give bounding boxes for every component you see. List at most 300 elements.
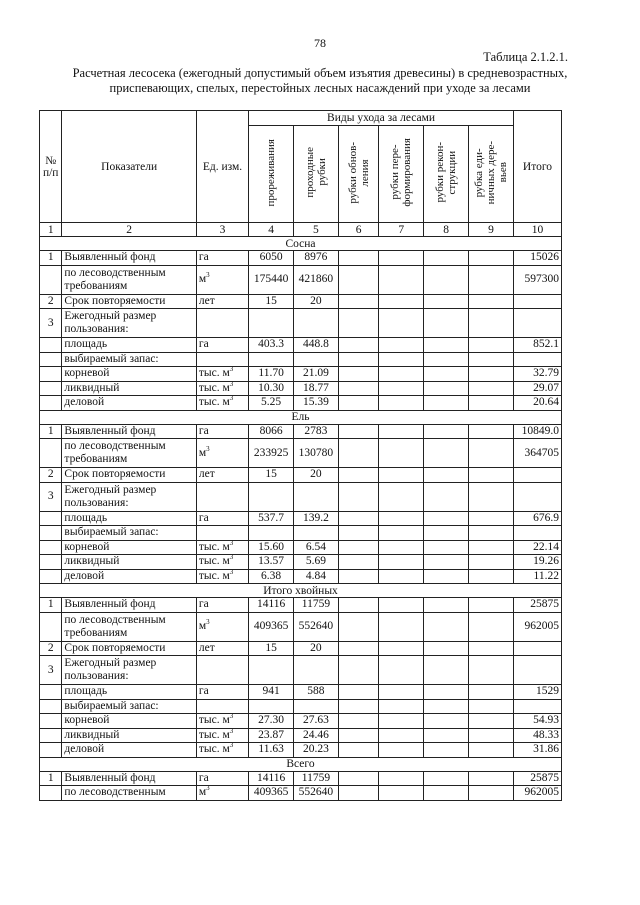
table-row: [40, 294, 562, 309]
row-number: [40, 526, 62, 541]
header-care-type: [424, 126, 469, 223]
section-title: Итого хвойных: [40, 584, 562, 598]
value-empty: [424, 743, 469, 758]
row-unit: [196, 641, 248, 656]
value-empty: [379, 424, 424, 439]
unit-text: м: [198, 273, 207, 285]
table-header: [40, 111, 562, 237]
value-passage-cutting: [294, 482, 339, 511]
unit-text: тыс. м: [198, 714, 230, 727]
value-empty: [424, 685, 469, 700]
header-unit: Ед. изм.: [196, 111, 248, 223]
value-passage-cutting: 588: [294, 685, 339, 700]
value-thinning: [249, 309, 294, 338]
column-number: 10: [513, 223, 561, 237]
value-empty: [379, 338, 424, 353]
value-empty: [379, 771, 424, 786]
value-empty: [379, 251, 424, 266]
value-empty: [424, 728, 469, 743]
row-number: 3: [40, 656, 62, 685]
value-empty: [469, 685, 514, 700]
value-empty: [338, 352, 379, 367]
value-total: 1529: [513, 685, 561, 700]
value-empty: [424, 468, 469, 483]
value-total: 676.9: [513, 511, 561, 526]
value-empty: [469, 555, 514, 570]
value-empty: [469, 251, 514, 266]
care-type-label: рубка еди- ничных дере- вьев: [472, 140, 509, 205]
value-empty: [469, 352, 514, 367]
value-empty: [379, 786, 424, 801]
value-empty: [338, 265, 379, 294]
value-empty: [469, 699, 514, 714]
allowable-cut-table: [39, 110, 562, 801]
value-total: [513, 526, 561, 541]
value-passage-cutting: 18.77: [294, 381, 339, 396]
care-type-label: рубки рекон- струкции: [434, 142, 459, 203]
value-empty: [379, 540, 424, 555]
unit-text: тыс. м: [198, 381, 230, 394]
value-thinning: 175440: [249, 265, 294, 294]
value-total: 852.1: [513, 338, 561, 353]
value-empty: [424, 309, 469, 338]
value-passage-cutting: 130780: [294, 439, 339, 468]
row-unit: [196, 728, 248, 743]
table-row: [40, 309, 562, 338]
unit-superscript: 3: [229, 713, 234, 721]
value-thinning: 409365: [249, 612, 294, 641]
table-row: [40, 352, 562, 367]
table-row: [40, 439, 562, 468]
unit-superscript: 3: [229, 366, 234, 374]
value-empty: [424, 352, 469, 367]
row-indicator: выбираемый запас:: [62, 526, 196, 541]
value-empty: [469, 511, 514, 526]
row-indicator: ликвидный: [62, 555, 196, 570]
value-empty: [338, 714, 379, 729]
row-unit: [196, 699, 248, 714]
value-empty: [379, 569, 424, 584]
row-number: [40, 555, 62, 570]
column-number: 8: [424, 223, 469, 237]
value-empty: [424, 612, 469, 641]
unit-superscript: 3: [206, 271, 210, 280]
value-thinning: [249, 656, 294, 685]
value-empty: [424, 439, 469, 468]
value-empty: [469, 641, 514, 656]
row-indicator: по лесоводственным: [62, 786, 196, 801]
value-passage-cutting: [294, 699, 339, 714]
value-passage-cutting: 552640: [294, 612, 339, 641]
value-passage-cutting: 15.39: [294, 396, 339, 411]
value-empty: [469, 468, 514, 483]
column-number: 9: [469, 223, 514, 237]
row-unit: [196, 540, 248, 555]
row-unit: [196, 381, 248, 396]
unit-text: лет: [198, 641, 215, 654]
value-total: [513, 309, 561, 338]
table-row: [40, 771, 562, 786]
column-numbers-row: [40, 223, 562, 237]
row-number: 2: [40, 641, 62, 656]
unit-text: га: [198, 598, 209, 611]
row-unit: [196, 352, 248, 367]
value-thinning: 10.30: [249, 381, 294, 396]
value-passage-cutting: 448.8: [294, 338, 339, 353]
unit-text: га: [198, 511, 209, 524]
value-thinning: [249, 482, 294, 511]
unit-text: тыс. м: [198, 396, 230, 409]
value-total: 10849.0: [513, 424, 561, 439]
value-total: [513, 641, 561, 656]
value-thinning: 27.30: [249, 714, 294, 729]
row-indicator: корневой: [62, 714, 196, 729]
column-number: 6: [338, 223, 379, 237]
row-number: [40, 743, 62, 758]
row-number: [40, 338, 62, 353]
row-indicator: ликвидный: [62, 728, 196, 743]
table-row: [40, 728, 562, 743]
header-care-type: [379, 126, 424, 223]
row-unit: [196, 526, 248, 541]
value-total: 20.64: [513, 396, 561, 411]
row-indicator: выбираемый запас:: [62, 352, 196, 367]
value-empty: [338, 482, 379, 511]
row-number: [40, 396, 62, 411]
row-number: [40, 728, 62, 743]
value-thinning: 6050: [249, 251, 294, 266]
unit-superscript: 3: [206, 444, 210, 453]
value-empty: [469, 367, 514, 382]
column-number: 1: [40, 223, 62, 237]
value-thinning: 15: [249, 641, 294, 656]
value-empty: [424, 396, 469, 411]
row-unit: [196, 714, 248, 729]
value-empty: [469, 482, 514, 511]
care-type-label: прореживания: [265, 138, 278, 207]
row-indicator: Ежегодный размер пользования:: [62, 309, 196, 338]
row-indicator: Срок повторяемости: [62, 468, 196, 483]
table-row: [40, 786, 562, 801]
row-unit: [196, 656, 248, 685]
row-number: [40, 569, 62, 584]
row-indicator: площадь: [62, 338, 196, 353]
value-passage-cutting: 552640: [294, 786, 339, 801]
row-indicator: корневой: [62, 540, 196, 555]
unit-superscript: 3: [206, 785, 210, 793]
header-care-type: [249, 126, 294, 223]
row-indicator: Выявленный фонд: [62, 771, 196, 786]
table-row: [40, 482, 562, 511]
section-title: Ель: [40, 410, 562, 424]
value-total: 597300: [513, 265, 561, 294]
value-empty: [338, 786, 379, 801]
value-empty: [338, 468, 379, 483]
value-passage-cutting: 20: [294, 641, 339, 656]
value-thinning: [249, 699, 294, 714]
value-empty: [338, 699, 379, 714]
value-empty: [469, 265, 514, 294]
row-number: 1: [40, 598, 62, 613]
value-empty: [469, 656, 514, 685]
value-empty: [379, 352, 424, 367]
value-thinning: 941: [249, 685, 294, 700]
unit-text: га: [198, 771, 209, 784]
header-indicators: Показатели: [62, 111, 196, 223]
value-empty: [424, 569, 469, 584]
value-empty: [424, 381, 469, 396]
value-empty: [379, 699, 424, 714]
value-thinning: [249, 352, 294, 367]
page-number: 78: [314, 36, 326, 50]
unit-text: тыс. м: [198, 728, 230, 741]
value-empty: [469, 569, 514, 584]
section-header-row: [40, 237, 562, 251]
value-empty: [338, 771, 379, 786]
value-empty: [338, 685, 379, 700]
value-empty: [469, 728, 514, 743]
row-number: 1: [40, 424, 62, 439]
value-empty: [424, 482, 469, 511]
value-empty: [338, 555, 379, 570]
value-empty: [424, 526, 469, 541]
table-row: [40, 656, 562, 685]
value-passage-cutting: 11759: [294, 771, 339, 786]
value-thinning: 8066: [249, 424, 294, 439]
section-header-row: [40, 410, 562, 424]
value-empty: [379, 526, 424, 541]
row-number: 1: [40, 771, 62, 786]
row-number: [40, 439, 62, 468]
table-number: Таблица 2.1.2.1.: [483, 50, 568, 64]
value-total: 15026: [513, 251, 561, 266]
value-empty: [338, 526, 379, 541]
value-empty: [379, 367, 424, 382]
table-row: [40, 685, 562, 700]
value-empty: [338, 728, 379, 743]
row-number: [40, 612, 62, 641]
value-passage-cutting: 20: [294, 468, 339, 483]
value-empty: [379, 728, 424, 743]
value-empty: [338, 569, 379, 584]
value-thinning: 15: [249, 468, 294, 483]
value-total: 11.22: [513, 569, 561, 584]
row-indicator: деловой: [62, 743, 196, 758]
column-number: 4: [249, 223, 294, 237]
row-indicator: Срок повторяемости: [62, 294, 196, 309]
value-empty: [469, 424, 514, 439]
row-unit: [196, 251, 248, 266]
value-empty: [424, 771, 469, 786]
unit-text: лет: [198, 294, 215, 307]
value-empty: [379, 555, 424, 570]
header-care-type: [294, 126, 339, 223]
table-row: [40, 468, 562, 483]
value-empty: [379, 396, 424, 411]
value-empty: [424, 786, 469, 801]
row-number: [40, 265, 62, 294]
row-number: 3: [40, 482, 62, 511]
value-empty: [379, 468, 424, 483]
column-number: 2: [62, 223, 196, 237]
row-indicator: по лесоводственным требованиям: [62, 439, 196, 468]
care-type-label: рубки пере- формирования: [389, 138, 414, 207]
value-total: 364705: [513, 439, 561, 468]
table-row: [40, 511, 562, 526]
value-passage-cutting: 20: [294, 294, 339, 309]
value-thinning: 14116: [249, 598, 294, 613]
value-empty: [338, 381, 379, 396]
row-unit: [196, 468, 248, 483]
row-indicator: Ежегодный размер пользования:: [62, 656, 196, 685]
value-empty: [338, 540, 379, 555]
value-total: [513, 352, 561, 367]
row-unit: [196, 265, 248, 294]
value-empty: [338, 309, 379, 338]
value-empty: [424, 265, 469, 294]
row-indicator: по лесоводственным требованиям: [62, 265, 196, 294]
row-indicator: Ежегодный размер пользования:: [62, 482, 196, 511]
value-passage-cutting: 6.54: [294, 540, 339, 555]
value-empty: [379, 685, 424, 700]
row-unit: [196, 396, 248, 411]
value-empty: [379, 439, 424, 468]
header-care-type: [469, 126, 514, 223]
value-empty: [338, 338, 379, 353]
row-indicator: площадь: [62, 511, 196, 526]
care-type-label: проходные рубки: [303, 147, 328, 198]
row-number: 2: [40, 468, 62, 483]
value-empty: [379, 612, 424, 641]
row-number: [40, 367, 62, 382]
value-passage-cutting: 21.09: [294, 367, 339, 382]
value-empty: [338, 424, 379, 439]
value-empty: [338, 656, 379, 685]
value-total: 29.07: [513, 381, 561, 396]
row-number: [40, 381, 62, 396]
unit-text: га: [198, 251, 209, 264]
value-empty: [424, 714, 469, 729]
value-passage-cutting: 5.69: [294, 555, 339, 570]
value-empty: [469, 598, 514, 613]
row-unit: [196, 511, 248, 526]
value-passage-cutting: [294, 309, 339, 338]
row-unit: [196, 309, 248, 338]
row-unit: [196, 743, 248, 758]
value-empty: [338, 641, 379, 656]
value-total: 31.86: [513, 743, 561, 758]
table-body: [40, 237, 562, 801]
row-number: [40, 685, 62, 700]
table-row: [40, 338, 562, 353]
value-empty: [424, 251, 469, 266]
table-row: [40, 641, 562, 656]
unit-superscript: 3: [229, 395, 234, 403]
value-passage-cutting: 24.46: [294, 728, 339, 743]
value-passage-cutting: 20.23: [294, 743, 339, 758]
unit-text: тыс. м: [198, 540, 230, 553]
value-thinning: 537.7: [249, 511, 294, 526]
table-row: [40, 396, 562, 411]
unit-superscript: 3: [229, 540, 234, 547]
table-row: [40, 424, 562, 439]
value-empty: [469, 396, 514, 411]
value-total: [513, 656, 561, 685]
value-passage-cutting: 139.2: [294, 511, 339, 526]
row-unit: [196, 771, 248, 786]
value-thinning: 233925: [249, 439, 294, 468]
value-empty: [338, 511, 379, 526]
row-indicator: деловой: [62, 569, 196, 584]
value-total: 962005: [513, 786, 561, 801]
row-unit: [196, 294, 248, 309]
value-empty: [379, 511, 424, 526]
table-row: [40, 699, 562, 714]
unit-text: лет: [198, 468, 215, 481]
header-care-types-group: Виды ухода за лесами: [249, 111, 514, 126]
value-total: 962005: [513, 612, 561, 641]
value-empty: [424, 294, 469, 309]
value-total: 22.14: [513, 540, 561, 555]
value-empty: [424, 699, 469, 714]
unit-text: тыс. м: [198, 569, 230, 582]
value-total: [513, 699, 561, 714]
value-empty: [379, 656, 424, 685]
unit-text: м: [198, 446, 207, 459]
value-passage-cutting: [294, 526, 339, 541]
value-empty: [379, 309, 424, 338]
value-empty: [424, 367, 469, 382]
value-total: 48.33: [513, 728, 561, 743]
table-row: [40, 265, 562, 294]
table-row: [40, 367, 562, 382]
value-empty: [338, 396, 379, 411]
section-header-row: [40, 757, 562, 771]
value-thinning: 11.70: [249, 367, 294, 382]
table-row: [40, 381, 562, 396]
unit-text: га: [198, 338, 209, 351]
value-empty: [338, 294, 379, 309]
row-number: 3: [40, 309, 62, 338]
value-empty: [424, 424, 469, 439]
value-empty: [469, 714, 514, 729]
value-empty: [469, 294, 514, 309]
value-passage-cutting: 11759: [294, 598, 339, 613]
row-indicator: корневой: [62, 367, 196, 382]
value-thinning: 409365: [249, 786, 294, 801]
value-total: 32.79: [513, 367, 561, 382]
section-title: Всего: [40, 757, 562, 771]
value-empty: [379, 482, 424, 511]
value-thinning: 5.25: [249, 396, 294, 411]
value-empty: [424, 540, 469, 555]
row-unit: [196, 367, 248, 382]
value-empty: [379, 265, 424, 294]
value-empty: [379, 743, 424, 758]
value-empty: [424, 656, 469, 685]
value-empty: [469, 439, 514, 468]
row-unit: [196, 555, 248, 570]
unit-text: тыс. м: [198, 367, 230, 380]
table-row: [40, 540, 562, 555]
value-total: [513, 482, 561, 511]
value-empty: [424, 511, 469, 526]
unit-text: тыс. м: [198, 743, 230, 756]
row-number: [40, 714, 62, 729]
unit-text: м: [198, 786, 207, 799]
header-no: № п/п: [40, 111, 62, 223]
value-empty: [338, 598, 379, 613]
